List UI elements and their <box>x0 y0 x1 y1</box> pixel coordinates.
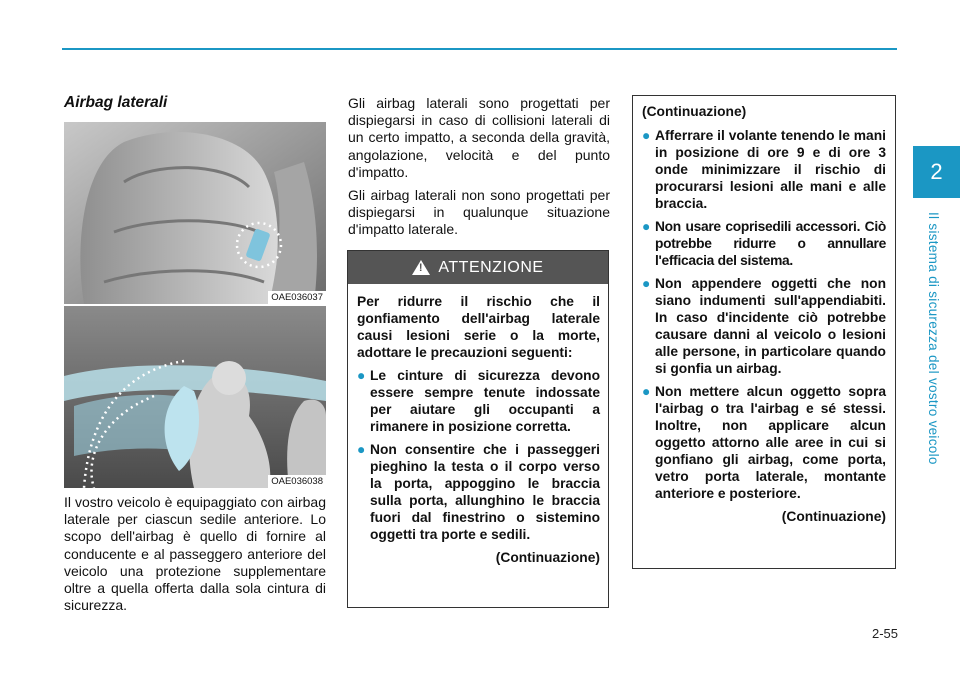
warning-intro: Per ridurre il rischio che il gonfiamento dell'airbag laterale causi lesioni serie o la morte, adottare le precauzioni seguenti: <box>357 294 600 360</box>
image-code: OAE036038 <box>268 475 326 488</box>
continuation-heading: (Continuazione) <box>642 104 747 119</box>
continued-label: (Continuazione) <box>781 509 886 524</box>
warning-header <box>348 251 608 284</box>
bullet-icon: ● <box>642 384 651 399</box>
cabin-illustration <box>64 306 326 488</box>
bullet-icon: ● <box>357 442 366 457</box>
chapter-title: Il sistema di sicurezza del vostro veicolo <box>926 212 941 465</box>
list-item: ● Non consentire che i passeggeri pieghino la testa o il corpo verso la porta, appoggino le braccia sulla porta, allunghino le braccia fuori dal finestrino o sistemino oggetti tra porte e sedili. <box>357 442 600 542</box>
list-item: ● Non usare coprisedili accessori. Ciò potrebbe ridurre o annullare l'efficacia del sistema. <box>642 219 886 268</box>
intro-paragraph: Il vostro veicolo è equipaggiato con airbag laterale per ciascun sedile anteriore. Lo scopo dell'airbag è quello di fornire al conducente e al passeggero anteriore del veicolo una protezione supplementare oltre a quella offerta dalla sola cintura di sicurezza. <box>64 494 326 614</box>
airbag-deployment-photo <box>64 306 326 488</box>
list-item: ● Le cinture di sicurezza devono essere sempre tenute indossate per aiutare gli occupanti a rimanere in posizione corretta. <box>357 368 600 434</box>
section-title: Airbag laterali <box>64 94 168 111</box>
bullet-icon: ● <box>357 368 366 383</box>
header-rule <box>62 48 897 50</box>
seat-airbag-photo <box>64 122 326 304</box>
bullet-icon: ● <box>642 128 651 143</box>
seat-illustration <box>64 122 326 304</box>
non-deployment-paragraph: Gli airbag laterali non sono progettati per dispiegarsi in qualunque situazione d'impatto laterale. <box>348 187 610 238</box>
continued-label: (Continuazione) <box>495 550 600 565</box>
chapter-number: 2 <box>930 159 943 184</box>
chapter-side-title <box>915 212 955 477</box>
warning-triangle-icon <box>412 260 430 275</box>
chapter-tab <box>913 146 960 198</box>
warning-box <box>347 250 609 608</box>
bullet-icon: ● <box>642 276 651 291</box>
warning-heading: ATTENZIONE <box>438 258 544 276</box>
list-item: ● Non mettere alcun oggetto sopra l'airbag o tra l'airbag e sé stessi. Inoltre, non applicare alcun oggetto attorno alle aree in cui si gonfiano gli airbag, come porta, vetro porta laterale, montante anteriore e posteriore. <box>642 384 886 501</box>
bullet-icon: ● <box>642 219 651 234</box>
continuation-box <box>632 95 896 569</box>
list-item: ● Afferrare il volante tenendo le mani in posizione di ore 9 e di ore 3 onde minimizzare il rischio di procurarsi lesioni alle mani e alle braccia. <box>642 128 886 211</box>
list-item: ● Non appendere oggetti che non siano indumenti sull'appendiabiti. In caso d'incidente ciò potrebbe causare danni al veicolo o lesioni alle persone, in particolare quando si gonfia un airbag. <box>642 276 886 376</box>
page-number: 2-55 <box>871 626 898 641</box>
image-code: OAE036037 <box>268 291 326 304</box>
deployment-paragraph: Gli airbag laterali sono progettati per dispiegarsi in caso di collisioni laterali di un certo impatto, a seconda della gravità, angolazione, velocità e del punto d'impatto. <box>348 95 610 180</box>
